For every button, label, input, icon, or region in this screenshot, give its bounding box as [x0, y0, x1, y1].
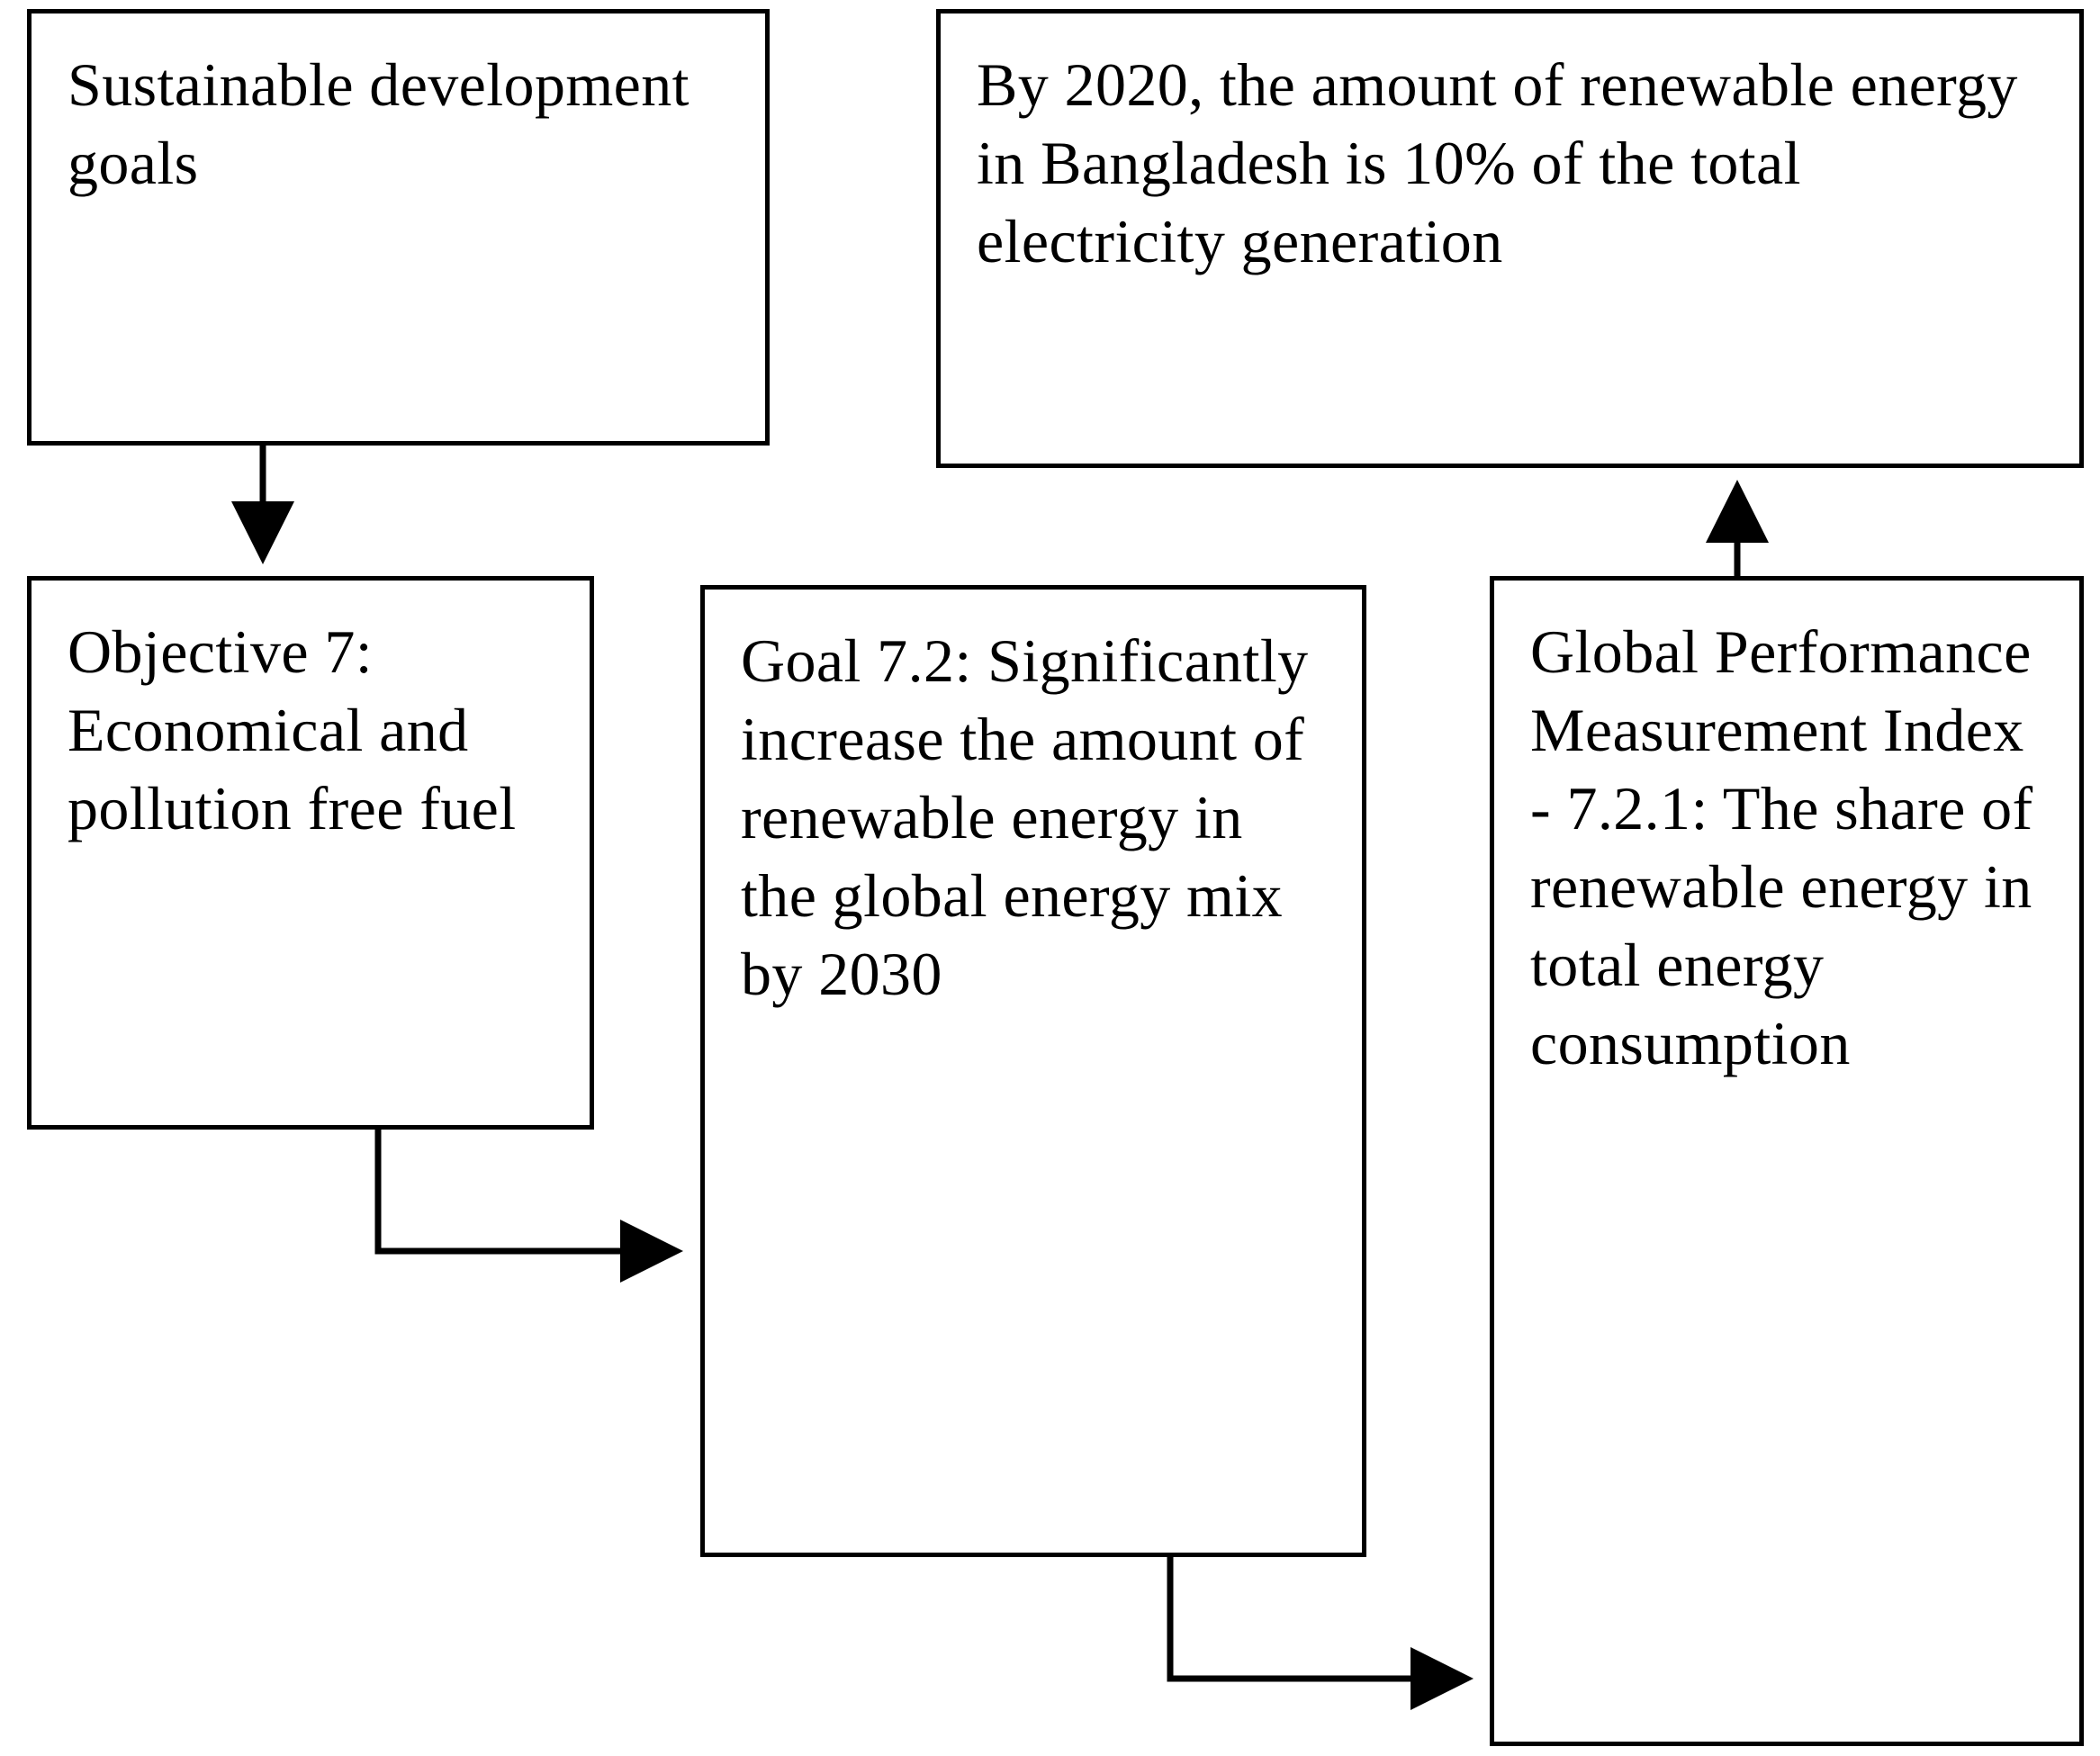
edge-objective7-to-goal72: [378, 1130, 677, 1251]
node-bangladesh-renewable-target-2020: By 2020, the amount of renewable energy in Bangladesh is 10% of the total electricity generation: [936, 9, 2084, 468]
node-goal-7-2: Goal 7.2: Significantly increase the amount of renewable energy in the global energy mix by 2030: [700, 585, 1366, 1557]
node-sustainable-development-goals: Sustainable development goals: [27, 9, 770, 446]
node-global-performance-index-7-2-1: Global Performance Measurement Index - 7.2.1: The share of renewable energy in total energy consumption: [1490, 576, 2084, 1746]
node-objective-7: Objective 7: Economical and pollution free fuel: [27, 576, 594, 1130]
edge-goal72-to-index721: [1170, 1557, 1467, 1679]
